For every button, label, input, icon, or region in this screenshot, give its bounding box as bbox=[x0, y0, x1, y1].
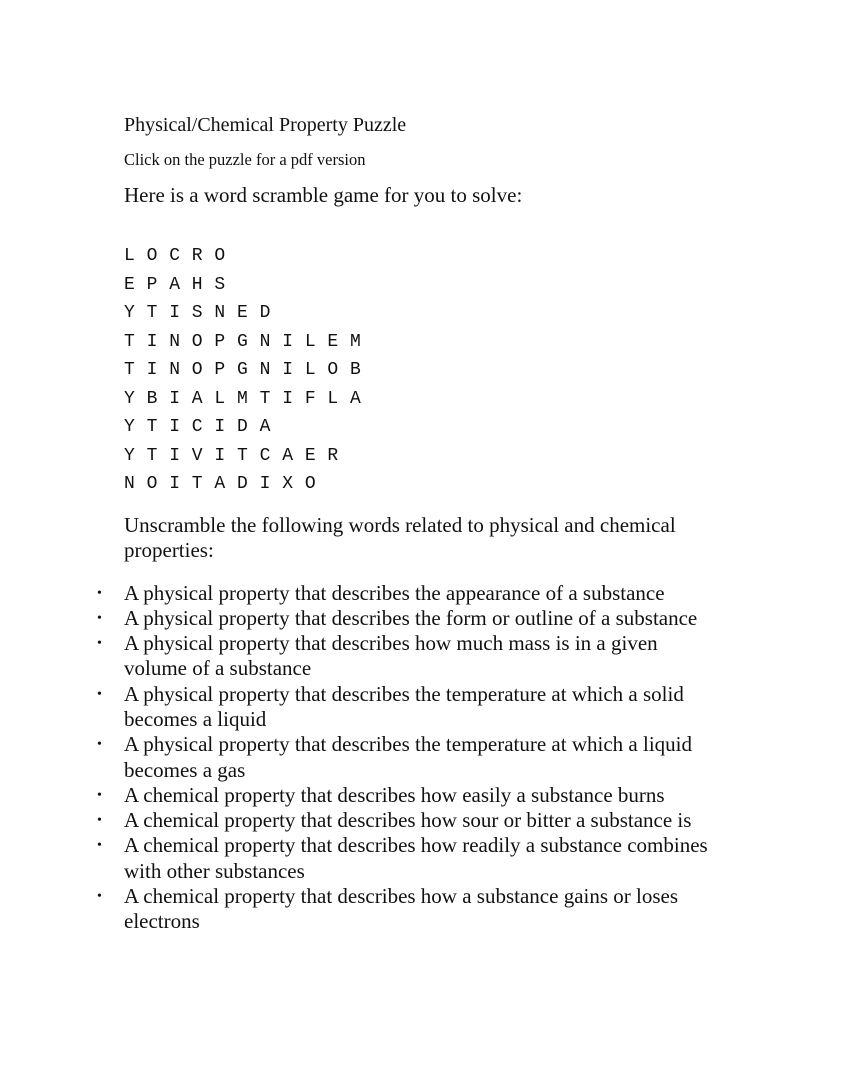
scrambled-word: E P A H S bbox=[124, 274, 226, 295]
page-title: Physical/Chemical Property Puzzle bbox=[124, 114, 407, 136]
clue-text: A chemical property that describes how sour or bitter a substance is bbox=[124, 808, 692, 833]
scrambled-word: T I N O P G N I L O B bbox=[124, 360, 362, 380]
scrambled-word: Y T I S N E D bbox=[124, 303, 271, 323]
bullet-icon: • bbox=[97, 610, 102, 626]
scrambled-word: Y T I V I T C A E R bbox=[124, 445, 339, 466]
scrambled-word: T I N O P G N I L E M bbox=[124, 331, 362, 352]
clue-text: A chemical property that describes how a substance gains or loses electrons bbox=[124, 884, 679, 934]
bullet-icon: • bbox=[97, 585, 102, 601]
clue-item bbox=[97, 884, 724, 935]
bullet-icon: • bbox=[97, 636, 102, 652]
bullet-icon: • bbox=[97, 813, 102, 829]
clue-list bbox=[97, 580, 724, 935]
scrambled-word: Y B I A L M T I F L A bbox=[124, 388, 362, 409]
bullet-icon: • bbox=[97, 686, 102, 702]
scrambled-word: N O I T A D I X O bbox=[124, 474, 317, 494]
clue-item bbox=[97, 580, 724, 606]
clue-item bbox=[97, 631, 724, 682]
clue-item bbox=[97, 605, 724, 631]
clue-text: A physical property that describes the temperature at which a solid becomes a liquid bbox=[124, 681, 684, 731]
clue-text: A physical property that describes how much mass is in a given volume of a substance bbox=[124, 631, 658, 681]
bullet-icon: • bbox=[97, 787, 102, 803]
clue-item bbox=[97, 833, 724, 884]
scrambled-word: L O C R O bbox=[124, 246, 226, 266]
pdf-version-note bbox=[124, 150, 724, 170]
bullet-icon: • bbox=[97, 889, 102, 905]
clue-text: A chemical property that describes how readily a substance combines with other substances bbox=[124, 833, 708, 883]
bullet-icon: • bbox=[97, 838, 102, 854]
clue-text: A physical property that describes the appearance of a substance bbox=[124, 580, 665, 605]
scrambled-word: Y T I C I D A bbox=[124, 417, 271, 437]
clue-item bbox=[97, 732, 724, 783]
clue-item bbox=[97, 782, 724, 808]
clue-text: A chemical property that describes how easily a substance burns bbox=[124, 782, 665, 807]
intro-text: Here is a word scramble game for you to solve: bbox=[124, 183, 523, 207]
clue-item bbox=[97, 808, 724, 833]
document-page bbox=[97, 112, 724, 935]
scramble-puzzle[interactable] bbox=[124, 242, 724, 499]
clue-text: A physical property that describes the form or outline of a substance bbox=[124, 605, 698, 630]
bullet-icon: • bbox=[97, 737, 102, 753]
instructions-text: Unscramble the following words related to physical and chemical properties: bbox=[124, 512, 676, 562]
clue-item bbox=[97, 681, 724, 733]
clue-text: A physical property that describes the temperature at which a liquid becomes a gas bbox=[124, 732, 692, 782]
pdf-link[interactable]: Click on the puzzle for a pdf version bbox=[124, 150, 366, 169]
